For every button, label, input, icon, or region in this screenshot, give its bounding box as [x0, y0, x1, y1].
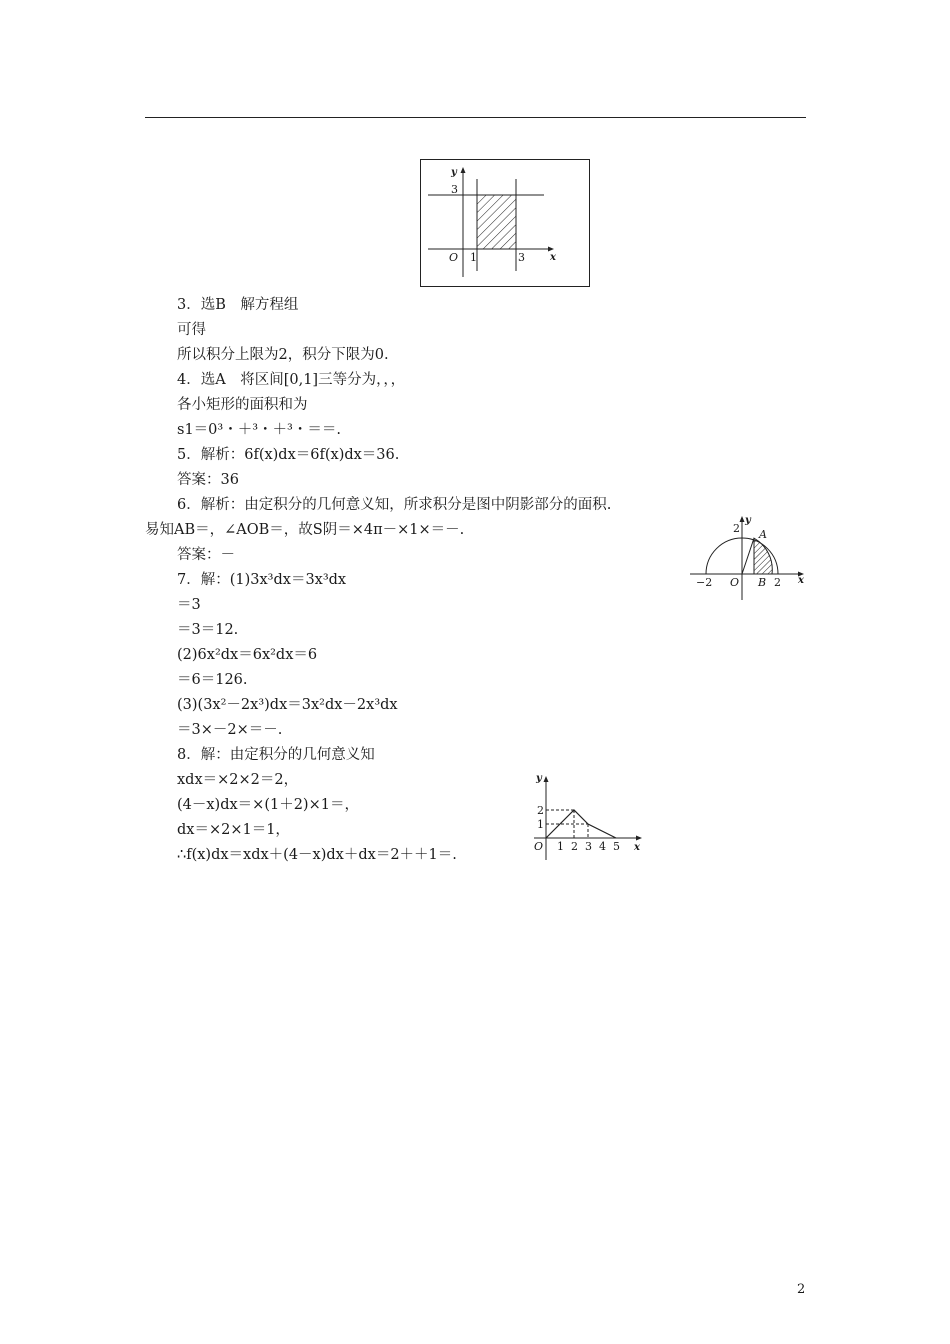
q6-answer: 答案：－	[177, 547, 235, 563]
point-b-label: B	[758, 576, 767, 589]
x-axis-label: x	[550, 252, 556, 263]
q7-part2-result: ＝6＝126.	[177, 672, 248, 688]
q4-step: 各小矩形的面积和为	[177, 397, 308, 413]
q8-intro: 8．解：由定积分的几何意义知	[177, 747, 375, 763]
tick-x3: 3	[585, 840, 592, 853]
y-axis-label: y	[451, 167, 457, 178]
x-axis-label: x	[634, 842, 640, 853]
q5-analysis: 5．解析：6f(x)dx＝6f(x)dx＝36.	[177, 447, 400, 463]
y-axis-label: y	[536, 773, 542, 784]
q5-answer: 答案：36	[177, 472, 239, 488]
tick-x2: 2	[571, 840, 578, 853]
origin-label: O	[730, 576, 740, 589]
q4-answer: 4．选A 将区间[0,1]三等分为，，，	[177, 372, 406, 388]
q6-step: 易知AB＝，∠AOB＝，故S阴＝×4π－×1×＝－.	[145, 522, 465, 538]
page-number: 2	[797, 1282, 806, 1297]
tick-xneg2: −2	[696, 576, 713, 589]
tick-y2: 2	[733, 522, 740, 535]
q7-part1-step: ＝3	[177, 597, 201, 613]
x-axis-label: x	[798, 575, 804, 586]
tick-x2: 2	[774, 576, 781, 589]
origin-label: O	[534, 840, 544, 853]
q3-step: 可得	[177, 322, 206, 338]
tick-x3: 3	[518, 251, 525, 264]
q8-conclusion: ∴f(x)dx＝xdx＋(4－x)dx＋dx＝2＋＋1＝.	[177, 847, 457, 863]
tick-x1: 1	[557, 840, 564, 853]
q3-conclusion: 所以积分上限为2，积分下限为0.	[177, 347, 389, 363]
q8-step1: xdx＝×2×2＝2，	[177, 772, 299, 788]
q6-analysis: 6．解析：由定积分的几何意义知，所求积分是图中阴影部分的面积.	[177, 497, 612, 513]
y-axis-label: y	[745, 515, 751, 526]
shaded-sector	[754, 538, 772, 574]
q8-step2: (4－x)dx＝×(1＋2)×1＝，	[177, 797, 359, 813]
figure-semicircle	[688, 512, 808, 602]
q7-part3-result: ＝3×－2×＝－.	[177, 722, 283, 738]
q4-formula: s1＝0³・＋³・＋³・＝＝.	[177, 422, 341, 438]
q3-answer: 3．选B 解方程组	[177, 297, 299, 313]
tick-x5: 5	[613, 840, 620, 853]
header-rule	[145, 117, 806, 118]
figure-rectangle-region	[420, 159, 590, 287]
shaded-region	[477, 195, 516, 249]
q7-part3: (3)(3x²－2x³)dx＝3x²dx－2x³dx	[177, 697, 398, 713]
origin-label: O	[449, 251, 459, 264]
point-a-label: A	[759, 528, 767, 541]
q7-part1: 7．解：(1)3x³dx＝3x³dx	[177, 572, 347, 588]
tick-x4: 4	[599, 840, 606, 853]
figure-piecewise-graph	[530, 770, 650, 862]
q8-step3: dx＝×2×1＝1，	[177, 822, 290, 838]
tick-y2: 2	[537, 804, 544, 817]
tick-y1: 1	[537, 818, 544, 831]
q7-part2: (2)6x²dx＝6x²dx＝6	[177, 647, 318, 663]
tick-x1: 1	[470, 251, 477, 264]
tick-y3: 3	[451, 183, 458, 196]
q7-part1-result: ＝3＝12.	[177, 622, 239, 638]
